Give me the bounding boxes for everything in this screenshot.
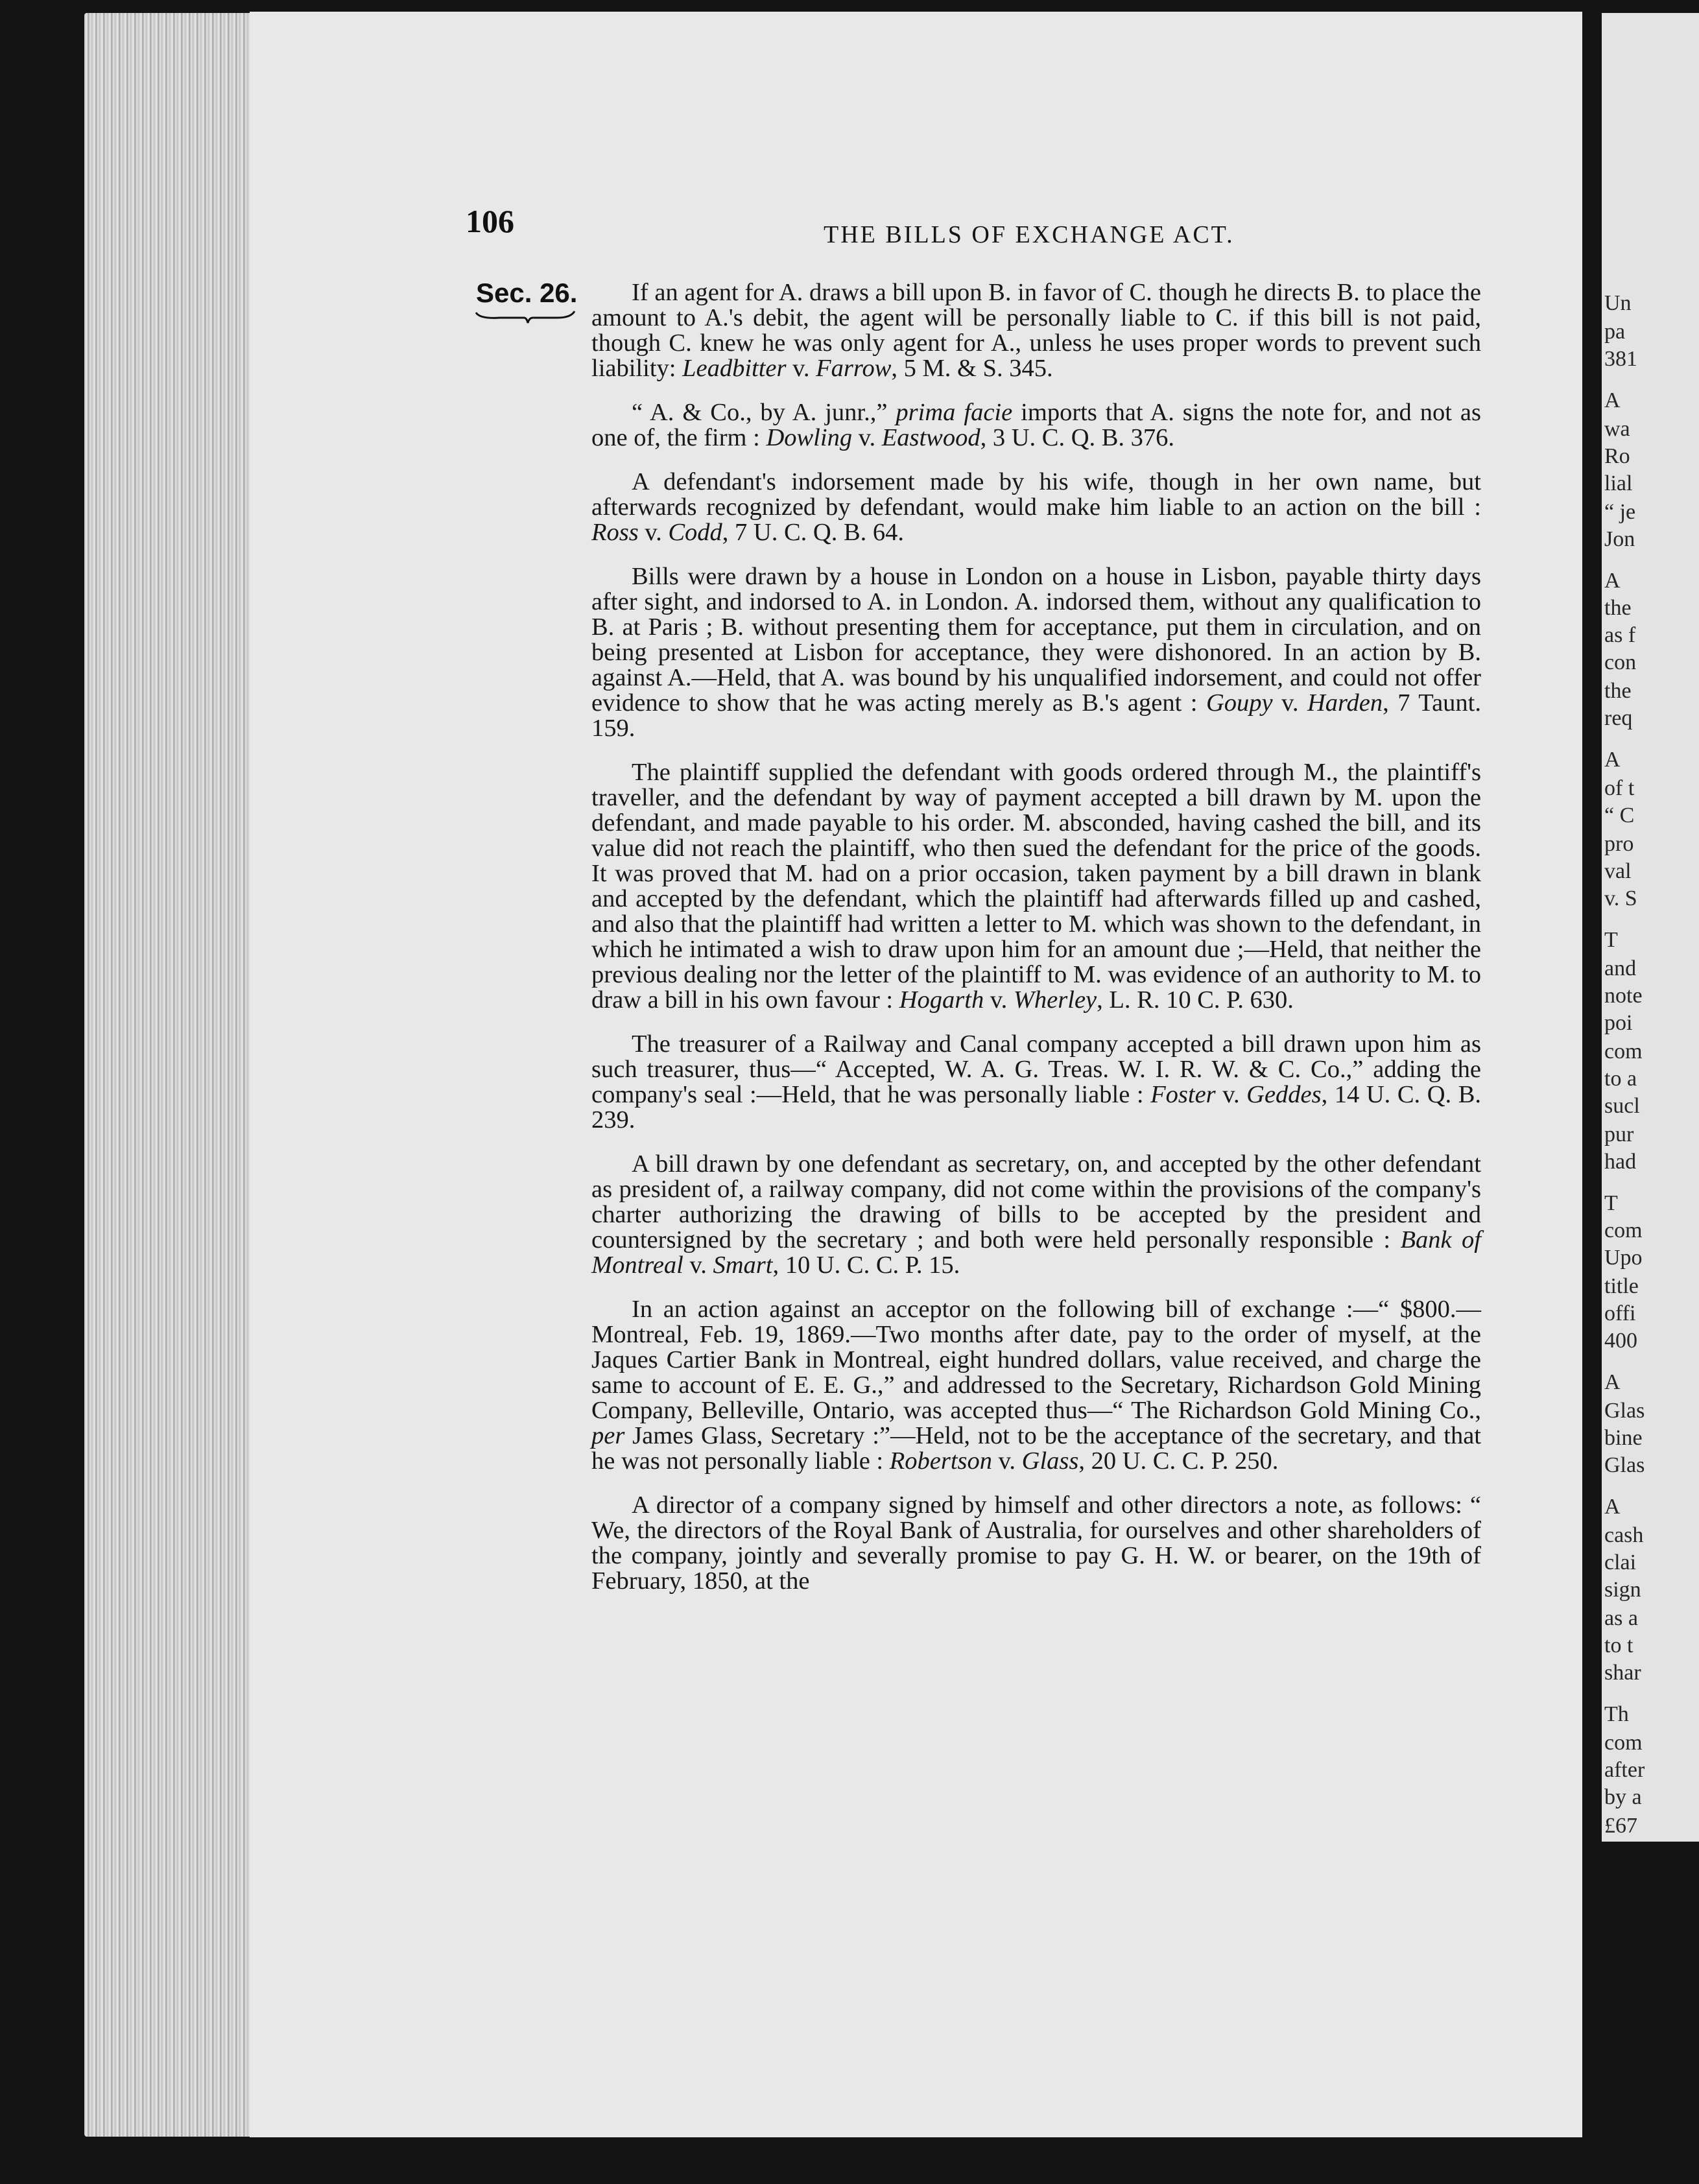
body-text [591, 280, 1481, 1613]
facing-page-fragment: pur [1604, 1122, 1634, 1146]
paragraph-text: The treasurer of a Railway and Canal company accepted a bill drawn upon him as such treasurer, thus—“ Accepted, W. A. G. Treas. W. I. R. W. & C. Co.,” adding the company's seal :—Held, that he was personally liable : [591, 1030, 1481, 1108]
facing-page-fragment: req [1604, 706, 1633, 730]
facing-page-fragment: T [1604, 928, 1618, 952]
case-paragraph [591, 280, 1481, 381]
facing-page-fragment: “ C [1604, 803, 1635, 827]
facing-page-fragment: sucl [1604, 1094, 1640, 1118]
facing-page-fragment: Glas [1604, 1453, 1645, 1477]
running-head: THE BILLS OF EXCHANGE ACT. [824, 221, 1235, 248]
paragraph-text: , 10 U. C. C. P. 15. [772, 1252, 960, 1279]
paragraph-text: A defendant's indorsement made by his wife, though in her own name, but afterwards recognized by defendant, would make him liable to an action on the bill : [591, 468, 1481, 521]
case-citation-italic: Ross [591, 519, 639, 546]
case-citation-italic: Hogarth [899, 986, 984, 1014]
facing-page-fragment: bine [1604, 1426, 1643, 1450]
paragraph-text: In an action against an acceptor on the following bill of exchange :—“ $800.—Montreal, Feb. 19, 1869.—Two months after date, pay to the order of myself, at the Jaques Cartier Bank in Montreal, eight hundred dollars, value received, and charge the same to account of E. E. G.,” and addressed to the Secretary, Richardson Gold Mining Company, Belleville, Ontario, was accepted thus—“ The Richardson Gold Mining Co., [591, 1296, 1481, 1424]
paragraph-text: The plaintiff supplied the defendant with goods ordered through M., the plaintiff's traveller, and the defendant by way of payment accepted a bill drawn by M. upon the defendant, and made payable to his order. M. absconded, having cashed the bill, and its value did not reach the plaintiff, who then sued the defendant for the price of the goods. It was proved that M. had on a prior occasion, taken payment by a bill drawn in blank and accepted by the defendant, which the plaintiff had afterwards filled up and cashed, and also that the plaintiff had written a letter to M. which was shown to the defendant, in which he intimated a wish to draw upon him for an amount due ;—Held, that neither the previous dealing nor the letter of the plaintiff to M. was evidence of an authority to M. to draw a bill in his own favour : [591, 759, 1481, 1014]
paragraph-text: “ A. & Co., by A. junr.,” [632, 399, 896, 426]
paragraph-text: , 7 Taunt. 159. [591, 689, 1482, 742]
case-citation-italic: Wherley [1013, 986, 1097, 1014]
paragraph-text: A director of a company signed by himself and other directors a note, as follows: “ We, the directors of the Royal Bank of Australia, for ourselves and other shareholders of the company, jointly and severally promise to pay G. H. W. or bearer, on the 19th of February, 1850, at the [591, 1491, 1481, 1595]
case-citation-italic: Goupy [1206, 689, 1273, 717]
paragraph-text: , 5 M. & S. 345. [891, 355, 1053, 382]
paragraph-text: A bill drawn by one defendant as secretary, on, and accepted by the other defendant as president of, a railway company, did not come within the provisions of the company's charter authorizing the drawing of bills to be accepted by the president and countersigned by the secretary ; and both were held personally responsible : [591, 1150, 1481, 1253]
section-label: Sec. 26. [476, 278, 578, 308]
facing-page-fragment: cash [1604, 1523, 1644, 1547]
case-citation-italic: Leadbitter [682, 355, 787, 382]
case-citation-italic: Codd [668, 519, 722, 546]
paragraph-text: James Glass, Secretary :”—Held, not to be the acceptance of the secretary, and that he was not personally liable : [591, 1422, 1481, 1475]
paragraph-text: v. [984, 986, 1014, 1014]
facing-page-fragment: Th [1604, 1702, 1629, 1726]
paragraph-text: , L. R. 10 C. P. 630. [1097, 986, 1294, 1014]
facing-page-fragment: Upo [1604, 1246, 1643, 1270]
facing-page-fragment: A [1604, 1495, 1621, 1519]
paragraph-text: If an agent for A. draws a bill upon B. in favor of C. though he directs B. to place the amount to A.'s debit, the agent will be personally liable to C. if this bill is not paid, though C. knew he was only agent for A., unless he uses proper words to prevent such liability: [591, 279, 1481, 382]
facing-page-fragment: and [1604, 956, 1637, 980]
facing-page-fragment: val [1604, 859, 1632, 883]
facing-page-fragment: to a [1604, 1067, 1637, 1091]
facing-page-fragment: title [1604, 1274, 1639, 1298]
facing-page-fragment: com [1604, 1731, 1643, 1755]
paragraph-text: Bills were drawn by a house in London on a house in Lisbon, payable thirty days after sight, and indorsed to A. in London. A. indorsed them, without any qualification to B. at Paris ; B. without presenting them for acceptance, put them in circulation, and on being presented at Lisbon for acceptance, they were dishonored. In an action by B. against A.—Held, that A. was bound by his unqualified indorsement, and could not offer evidence to show that he was acting merely as B.'s agent : [591, 563, 1481, 717]
facing-page-fragment: v. S [1604, 886, 1637, 910]
facing-page [1602, 13, 1699, 1842]
case-paragraph [591, 564, 1481, 741]
case-citation-italic: Smart [713, 1252, 773, 1279]
case-citation-italic: Robertson [889, 1447, 993, 1475]
paragraph-text: , 14 U. C. Q. B. 239. [591, 1081, 1482, 1134]
facing-page-fragment: shar [1604, 1661, 1641, 1685]
case-citation-italic: Harden [1307, 689, 1383, 717]
paragraph-text: v. [1215, 1081, 1247, 1108]
case-paragraph [591, 1493, 1481, 1594]
case-paragraph [591, 1297, 1481, 1474]
paragraph-text: , 20 U. C. C. P. 250. [1078, 1447, 1279, 1475]
case-citation-italic: Foster [1150, 1081, 1216, 1108]
facing-page-fragment: Un [1604, 291, 1632, 315]
facing-page-fragment: sign [1604, 1578, 1641, 1602]
facing-page-fragment: lial [1604, 471, 1633, 495]
case-citation-italic: prima facie [896, 399, 1013, 426]
case-citation-italic: Dowling [766, 424, 853, 451]
facing-page-fragment: com [1604, 1218, 1643, 1242]
facing-page-fragment: by a [1604, 1785, 1642, 1809]
paragraph-text: v. [1272, 689, 1307, 717]
paragraph-text: v. [852, 424, 882, 451]
facing-page-fragment: 400 [1604, 1329, 1637, 1353]
paragraph-text: v. [786, 355, 816, 382]
case-paragraph [591, 1152, 1481, 1278]
case-citation-italic: Geddes [1246, 1081, 1322, 1108]
facing-page-fragment: of t [1604, 776, 1635, 800]
facing-page-fragment: com [1604, 1039, 1643, 1063]
book-page-edges [84, 13, 253, 2137]
facing-page-fragment: A [1604, 569, 1621, 593]
facing-page-fragment: 381 [1604, 347, 1637, 371]
facing-page-fragment: poi [1604, 1011, 1633, 1035]
facing-page-fragment: A [1604, 748, 1621, 772]
facing-page-fragment: had [1604, 1150, 1637, 1174]
facing-page-fragment: clai [1604, 1550, 1637, 1574]
facing-page-fragment: A [1604, 388, 1621, 412]
case-paragraph [591, 760, 1481, 1013]
facing-page-fragment: the [1604, 679, 1632, 703]
facing-page-fragment: pa [1604, 320, 1626, 344]
facing-page-fragment: “ je [1604, 500, 1636, 524]
paragraph-text: v. [992, 1447, 1022, 1475]
case-paragraph [591, 1032, 1481, 1133]
facing-page-fragment: Jon [1604, 527, 1635, 551]
facing-page-fragment: £67 [1604, 1814, 1637, 1838]
case-citation-italic: Bank of Montreal [591, 1226, 1481, 1279]
facing-page-fragment: Glas [1604, 1399, 1645, 1423]
facing-page-fragment: T [1604, 1191, 1618, 1215]
case-citation-italic: Farrow [816, 355, 892, 382]
facing-page-fragment: pro [1604, 832, 1634, 856]
case-citation-italic: Glass [1021, 1447, 1079, 1475]
page-number: 106 [466, 203, 514, 239]
case-paragraph [591, 400, 1481, 451]
section-underline-flourish [473, 310, 577, 326]
case-paragraph [591, 469, 1481, 545]
facing-page-fragment: A [1604, 1370, 1621, 1394]
case-citation-italic: Eastwood [881, 424, 980, 451]
paragraph-text: , 3 U. C. Q. B. 376. [980, 424, 1175, 451]
facing-page-fragment: wa [1604, 417, 1630, 441]
facing-page-fragment: note [1604, 984, 1643, 1008]
paragraph-text: , 7 U. C. Q. B. 64. [722, 519, 905, 546]
facing-page-fragment: as a [1604, 1606, 1638, 1630]
paragraph-text: v. [638, 519, 669, 546]
facing-page-fragment: the [1604, 596, 1632, 620]
paragraph-text: v. [683, 1252, 713, 1279]
case-citation-italic: per [591, 1422, 625, 1449]
facing-page-fragment: as f [1604, 623, 1636, 647]
facing-page-fragment: after [1604, 1758, 1645, 1782]
facing-page-fragment: con [1604, 650, 1637, 674]
facing-page-fragment: offi [1604, 1301, 1636, 1325]
facing-page-fragment: to t [1604, 1633, 1634, 1657]
facing-page-fragment: Ro [1604, 444, 1630, 468]
paragraph-text: imports that A. signs the note for, and not as one of, the firm : [591, 399, 1481, 451]
